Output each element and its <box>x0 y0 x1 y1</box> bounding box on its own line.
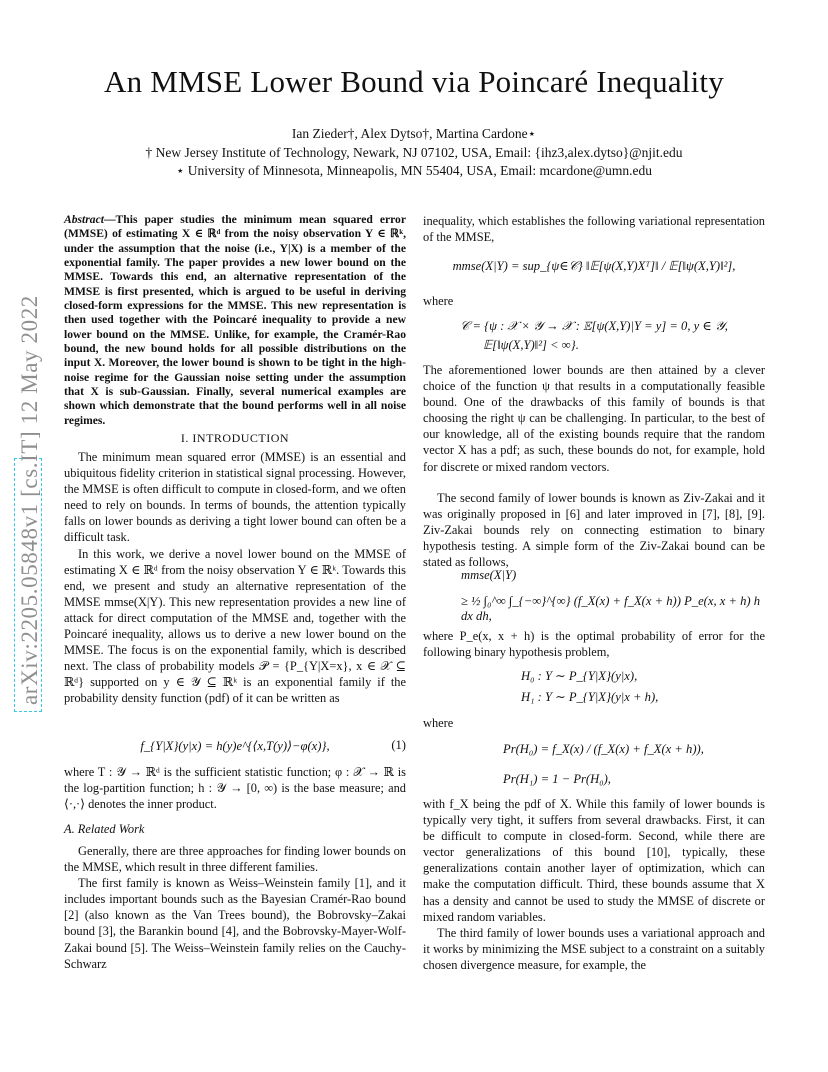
intro-paragraph-2: In this work, we derive a novel lower bound on the MMSE of estimating X ∈ ℝᵈ from the noisy observation Y ∈ ℝᵏ. Towards this end, we present and study an alternative representation of the MMSE mmse(X|Y). This new representation provides a new line of attack for direct computation of the MMSE and, together with the Poincaré inequality, allows us to derive a new lower bound on the MMSE. The focus is on the exponential family, which is described next. The class of probability models 𝒫 = {P_{Y|X=x}, x ∈ 𝒳 ⊆ ℝᵈ} supported on y ∈ 𝒴 ⊆ ℝᵏ is an exponential family if the probability density function (pdf) of it can be written as <box>64 546 406 706</box>
affiliation-1: † New Jersey Institute of Technology, Newark, NJ 07102, USA, Email: {ihz3,alex.dytso}@njit.edu <box>145 145 683 160</box>
authors: Ian Zieder†, Alex Dytso†, Martina Cardone⋆ <box>291 126 537 141</box>
equation-ziv-zakai-line-2: ≥ ½ ∫₀^∞ ∫_{−∞}^{∞} (f_X(x) + f_X(x + h)) P_e(x, x + h) h dx dh, <box>461 594 761 623</box>
right-paragraph-3-text: The second family of lower bounds is known as Ziv-Zakai and it was originally proposed in [6] and later improved in [7], [8], [9]. Ziv-Zakai bounds rely on connecting estimation to binary hypothesis testing. A simple form of the Ziv-Zakai bound can be stated as follows, <box>423 491 765 570</box>
right-paragraph-6 <box>423 925 765 973</box>
equation-set-c-line-1: 𝒞 = {ψ : 𝒳 × 𝒴 → 𝒳 : 𝔼[ψ(X,Y)|Y = y] = 0, y ∈ 𝒴, <box>460 319 728 333</box>
right-where-1: where <box>423 294 454 308</box>
arxiv-stamp: arXiv:2205.05848v1 [cs.IT] 12 May 2022 <box>14 458 42 712</box>
right-where-2: where <box>423 716 454 730</box>
equation-hypothesis-h1: H₁ : Y ∼ P_{Y|X}(y|x + h), <box>521 690 659 704</box>
abstract-text: —This paper studies the minimum mean squared error (MMSE) of estimating X ∈ ℝᵈ from the noisy observation Y ∈ ℝᵏ, under the assumption that the noise (i.e., Y|X) is a member of the exponential family. The paper provides a new lower bound on the MMSE. Towards this end, an alternative representation of the MMSE is first presented, which is argued to be useful in deriving closed-form expressions for the MMSE. This new representation is then used together with the Poincaré inequality to provide a new lower bound on the MMSE. Unlike, for example, the Cramér-Rao bound, the new bound holds for all possible distributions on the input X. Moreover, the lower bound is shown to be tight in the high-noise regime for the Gaussian noise setting under the assumption that X is sub-Gaussian. Finally, several numerical examples are shown which demonstrate that the bound performs well in all noise regimes. <box>64 213 406 427</box>
equation-prior-h0: Pr(H₀) = f_X(x) / (f_X(x) + f_X(x + h)), <box>503 742 704 756</box>
equation-1 <box>64 738 406 754</box>
affiliation-2: ⋆ University of Minnesota, Minneapolis, MN 55404, USA, Email: mcardone@umn.edu <box>175 163 653 178</box>
equation-set-c-line-2: 𝔼[‖ψ(X,Y)‖²] < ∞}. <box>483 338 579 352</box>
intro-paragraph-3: where T : 𝒴 → ℝᵈ is the sufficient statistic function; φ : 𝒳 → ℝ is the log-partition function; h : 𝒴 → [0, ∞) is the base measure; and ⟨·,·⟩ denotes the inner product. <box>64 765 406 812</box>
equation-ziv-zakai-line-1: mmse(X|Y) <box>461 568 517 582</box>
right-paragraph-2: The aforementioned lower bounds are then attained by a clever choice of the function ψ that results in a computationally feasible bound. One of the drawbacks of this family of bounds is that choosing the right ψ can be challenging. In particular, to the best of our knowledge, all of the existing bounds require that the random vector X has a pdf; as such, these bounds do not, for example, hold for discrete or mixed random vectors. <box>423 363 765 474</box>
equation-hypothesis-h0: H₀ : Y ∼ P_{Y|X}(y|x), <box>521 669 638 683</box>
subsection-related-work: A. Related Work <box>64 822 145 836</box>
equation-prior-h1: Pr(H₁) = 1 − Pr(H₀), <box>503 772 611 786</box>
related-work-body <box>64 843 406 972</box>
related-work-paragraph-2: The first family is known as Weiss–Weinstein family [1], and it includes important bounds such as the Bayesian Cramér-Rao bound [2] (also known as the Van Trees bound), the Bobrovsky–Zakai bound [3], the Barankin bound [4], and the Bobrovsky-Mayer-Wolf-Zakai bound [5]. The Weiss–Weinstein family relies on the Cauchy-Schwarz <box>64 876 406 971</box>
intro-body <box>64 449 406 707</box>
section-introduction: I. INTRODUCTION <box>180 431 290 445</box>
abstract <box>64 213 406 428</box>
paper-title: An MMSE Lower Bound via Poincaré Inequality <box>104 64 724 99</box>
right-paragraph-5: with f_X being the pdf of X. While this family of lower bounds is typically very tight, it suffers from several drawbacks. First, it can be difficult to compute in closed-form. Second, while there are vector generalizations of this bound [10], typically, these generalizations contain another layer of optimization, which can make the computation difficult. Third, these bounds assume that X has a density and cannot be used to study the MMSE of discrete or mixed random variables. <box>423 797 765 924</box>
right-paragraph-4: where P_e(x, x + h) is the optimal probability of error for the following binary hypothesis problem, <box>423 629 765 660</box>
abstract-label: Abstract <box>64 213 104 226</box>
equation-mmse-variational: mmse(X|Y) = sup_{ψ∈𝒞} ‖𝔼[ψ(X,Y)Xᵀ]‖ / 𝔼[‖ψ(X,Y)‖²], <box>452 259 736 273</box>
related-work-paragraph-1: Generally, there are three approaches for finding lower bounds on the MMSE, which result in three different families. <box>64 844 406 875</box>
right-paragraph-3 <box>423 490 765 570</box>
right-paragraph-1: inequality, which establishes the following variational representation of the MMSE, <box>423 214 765 245</box>
intro-paragraph-1: The minimum mean squared error (MMSE) is an essential and ubiquitous fidelity criterion in statistical signal processing. However, the MMSE is often difficult to compute in closed-form, and we often need to rely on bounds. In terms of bounds, the attention typically falls on lower bounds as deriving a tight lower bound can often be a difficult task. <box>64 450 406 545</box>
right-paragraph-6-text: The third family of lower bounds uses a variational approach and it works by minimizing the MSE subject to a constraint on a suitably chosen divergence measure, for example, the <box>423 926 765 973</box>
equation-1-body: f_{Y|X}(y|x) = h(y)e^{⟨x,T(y)⟩−φ(x)}, <box>140 739 330 753</box>
equation-1-number: (1) <box>391 738 406 752</box>
